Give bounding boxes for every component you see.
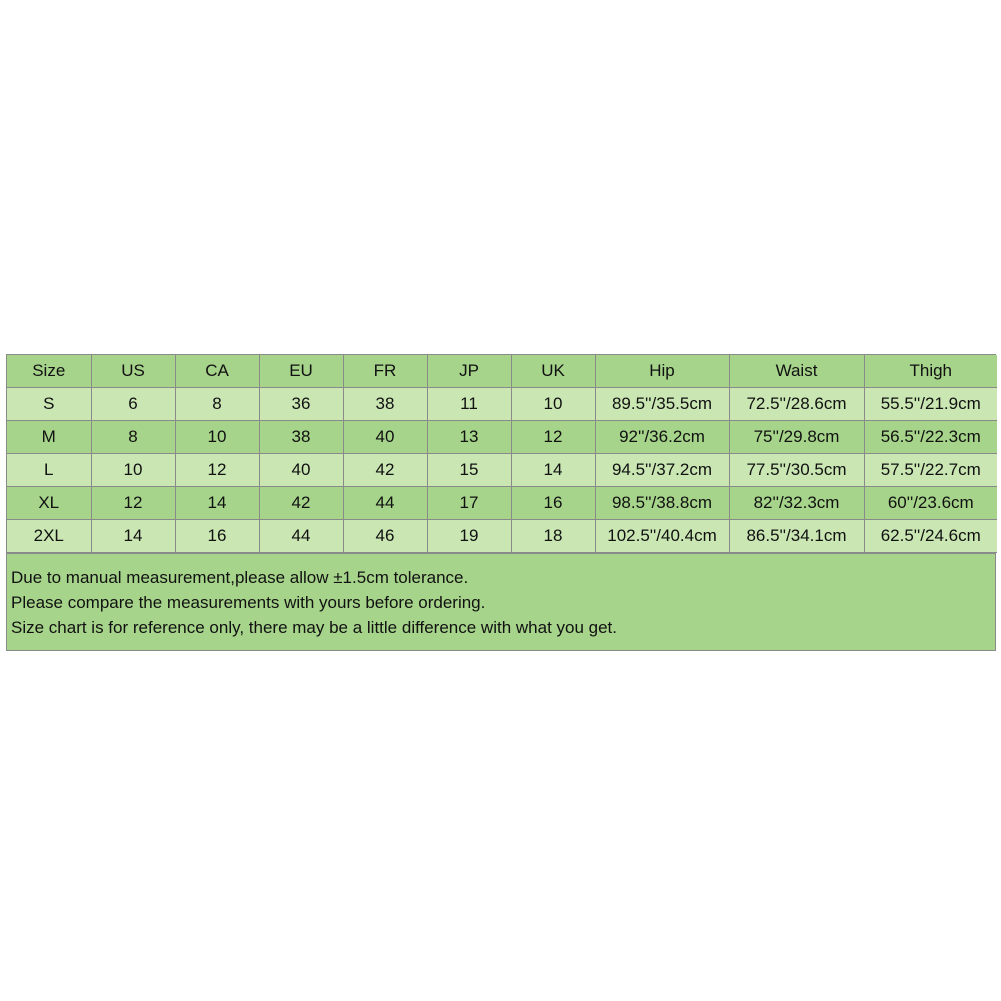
table-cell: 72.5''/28.6cm [729,388,864,421]
table-cell: 86.5''/34.1cm [729,520,864,553]
table-row [7,520,997,553]
table-cell: 40 [343,421,427,454]
header-us: US [91,355,175,388]
table-cell: 8 [91,421,175,454]
table-cell: 55.5''/21.9cm [864,388,997,421]
table-cell: 57.5''/22.7cm [864,454,997,487]
note-tolerance: Due to manual measurement,please allow ±1.5cm tolerance. [11,568,469,587]
table-cell: 17 [427,487,511,520]
table-cell: 2XL [7,520,91,553]
table-cell: 10 [175,421,259,454]
header-ca: CA [175,355,259,388]
table-cell: 8 [175,388,259,421]
table-cell: 6 [91,388,175,421]
table-cell: 15 [427,454,511,487]
size-table [7,355,997,553]
table-cell: M [7,421,91,454]
table-cell: 42 [259,487,343,520]
header-waist: Waist [729,355,864,388]
table-cell: 77.5''/30.5cm [729,454,864,487]
header-fr: FR [343,355,427,388]
note-compare: Please compare the measurements with yours before ordering. [11,593,486,612]
table-cell: 11 [427,388,511,421]
table-cell: 10 [511,388,595,421]
table-cell: 60''/23.6cm [864,487,997,520]
table-cell: 10 [91,454,175,487]
table-cell: 16 [175,520,259,553]
table-cell: 94.5''/37.2cm [595,454,729,487]
table-cell: 18 [511,520,595,553]
table-cell: 92''/36.2cm [595,421,729,454]
table-cell: 98.5''/38.8cm [595,487,729,520]
table-cell: 38 [259,421,343,454]
table-cell: 38 [343,388,427,421]
table-cell: 14 [511,454,595,487]
table-cell: 19 [427,520,511,553]
table-row [7,487,997,520]
table-cell: 44 [343,487,427,520]
header-eu: EU [259,355,343,388]
header-thigh: Thigh [864,355,997,388]
table-cell: 14 [91,520,175,553]
table-cell: 75''/29.8cm [729,421,864,454]
header-uk: UK [511,355,595,388]
table-cell: L [7,454,91,487]
table-cell: 62.5''/24.6cm [864,520,997,553]
table-row [7,388,997,421]
notes-block [7,553,995,650]
note-reference: Size chart is for reference only, there may be a little difference with what you get. [11,618,618,637]
table-cell: 102.5''/40.4cm [595,520,729,553]
table-cell: 89.5''/35.5cm [595,388,729,421]
table-cell: S [7,388,91,421]
table-row [7,454,997,487]
table-cell: 12 [91,487,175,520]
table-cell: 40 [259,454,343,487]
table-cell: 12 [511,421,595,454]
table-cell: XL [7,487,91,520]
table-cell: 13 [427,421,511,454]
table-cell: 42 [343,454,427,487]
header-row [7,355,997,388]
table-cell: 46 [343,520,427,553]
table-cell: 36 [259,388,343,421]
table-cell: 56.5''/22.3cm [864,421,997,454]
table-cell: 82''/32.3cm [729,487,864,520]
header-size: Size [7,355,91,388]
table-cell: 44 [259,520,343,553]
table-cell: 12 [175,454,259,487]
header-jp: JP [427,355,511,388]
size-chart [6,354,996,651]
table-cell: 16 [511,487,595,520]
table-cell: 14 [175,487,259,520]
header-hip: Hip [595,355,729,388]
table-row [7,421,997,454]
